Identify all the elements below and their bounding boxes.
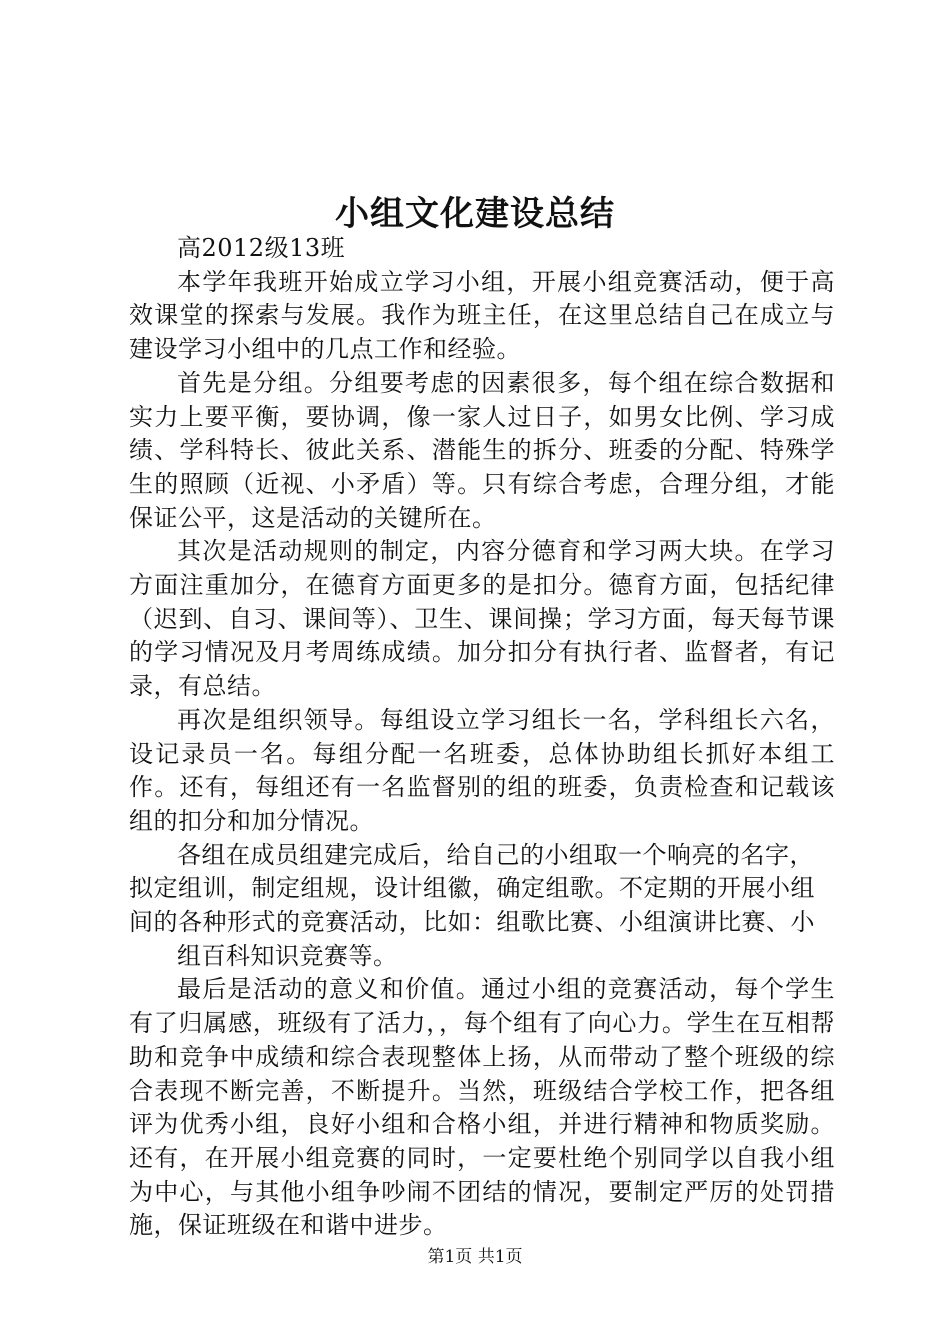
paragraph-rules: 其次是活动规则的制定，内容分德育和学习两大块。在学习方面注重加分，在德育方面更多的是扣分。德育方面，包括纪律（迟到、自习、课间等）、卫生、课间操；学习方面，每天每节课的学习情况及月考周练成绩。加分扣分有执行者、监督者，有记录，有总结。 [129,537,835,701]
paragraph-intro: 本学年我班开始成立学习小组，开展小组竞赛活动，便于高效课堂的探索与发展。我作为班主任，在这里总结自己在成立与建设学习小组中的几点工作和经验。 [129,267,835,364]
paragraph-group-culture-cont: 组百科知识竞赛等。 [177,941,398,970]
document-body [129,232,835,1243]
paragraph-leadership: 再次是组织领导。每组设立学习组长一名，学科组长六名，设记录员一名。每组分配一名班委，总体协助组长抓好本组工作。还有，每组还有一名监督别的组的班委，负责检查和记载该组的扣分和加分情况。 [129,705,835,835]
paragraph-significance: 最后是活动的意义和价值。通过小组的竞赛活动，每个学生有了归属感，班级有了活力，，每个组有了向心力。学生在互相帮助和竞争中成绩和综合表现整体上扬，从而带动了整个班级的综合表现不断完善，不断提升。当然，班级结合学校工作，把各组评为优秀小组，良好小组和合格小组，并进行精神和物质奖励。还有，在开展小组竞赛的同时，一定要杜绝个别同学以自我小组为中心，与其他小组争吵闹不团结的情况，要制定严厉的处罚措施，保证班级在和谐中进步。 [129,975,835,1240]
paragraph-group-culture: 各组在成员组建完成后，给自己的小组取一个响亮的名字，拟定组训，制定组规，设计组徽，确定组歌。不定期的开展小组间的各种形式的竞赛活动，比如：组歌比赛、小组演讲比赛、小 [129,840,815,937]
document-title: 小组文化建设总结 [335,194,615,234]
class-label: 高2012级13班 [177,234,346,262]
paragraph-grouping: 首先是分组。分组要考虑的因素很多，每个组在综合数据和实力上要平衡，要协调，像一家人过日子，如男女比例、学习成绩、学科特长、彼此关系、潜能生的拆分、班委的分配、特殊学生的照顾（近视、小矛盾）等。只有综合考虑，合理分组，才能保证公平，这是活动的关键所在。 [129,368,835,532]
page-number: 第1页 共1页 [427,1247,523,1267]
